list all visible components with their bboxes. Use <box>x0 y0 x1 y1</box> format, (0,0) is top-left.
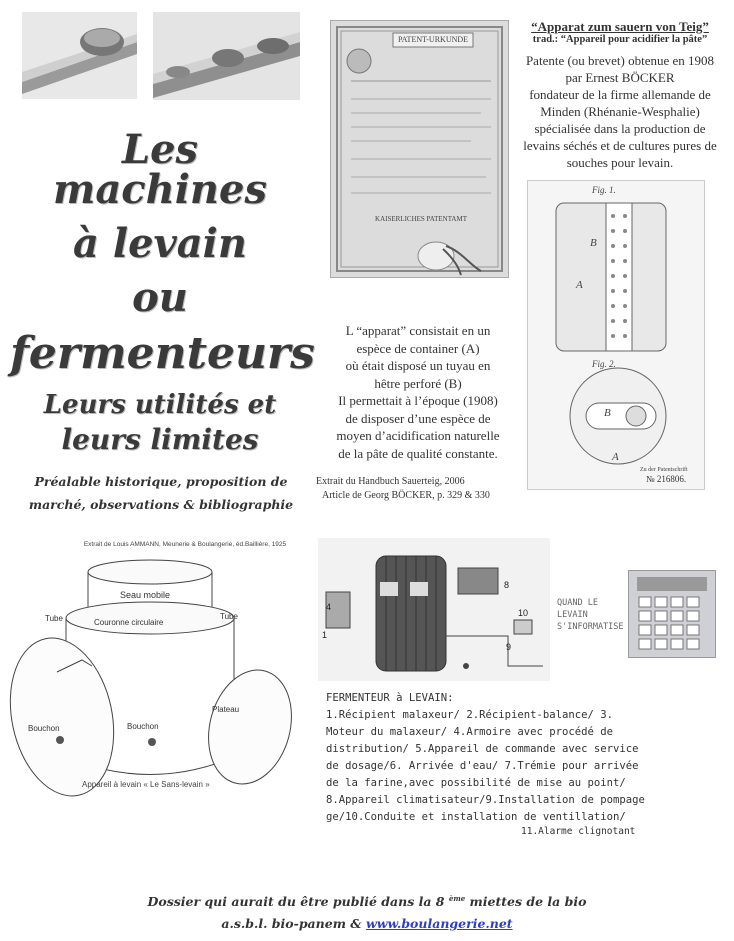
drawing-footer: Zu der Patentschrift <box>640 467 688 473</box>
certificate-footer: KAISERLICHES PATENTAMT <box>375 215 467 223</box>
shelf-photo-right <box>153 12 300 100</box>
legend-line-2: Moteur du malaxeur/ 4.Armoire avec procédé de <box>326 726 614 738</box>
patent-line-1: Patente (ou brevet) obtenue en 1908 <box>525 53 715 68</box>
title-line-3: ou <box>132 274 188 321</box>
footer-publication: miettes de la bio <box>469 894 587 910</box>
apparat-description <box>318 322 518 462</box>
fermenteur-photo <box>318 538 550 681</box>
drawing-label-b2: B <box>604 407 611 419</box>
apparat-line-8: de la pâte de qualité constante. <box>338 445 498 461</box>
label-tube-right: Tube <box>220 612 238 621</box>
footer-line-2 <box>0 913 734 935</box>
side-note-line-1: QUAND LE <box>557 598 598 608</box>
side-note-line-3: S'INFORMATISE <box>557 622 624 632</box>
patent-drawing <box>527 180 705 490</box>
apparat-line-6: de disposer d’une espèce de <box>345 410 491 426</box>
legend-heading: FERMENTEUR à LEVAIN: <box>326 692 454 704</box>
legend-line-5: de la farine,avec possibilité de mise au point/ <box>326 777 626 789</box>
label-couronne: Couronne circulaire <box>94 618 164 627</box>
drawing-label-a: A <box>576 279 583 291</box>
ammann-footer: Appareil à levain « Le Sans-levain » <box>82 780 210 789</box>
footer-text: Dossier qui aurait du être publié dans la 8 <box>147 894 445 910</box>
legend-line-3: distribution/ 5.Appareil de commande avec service <box>326 743 639 755</box>
callout-10: 10 <box>518 608 529 618</box>
tagline-line-1: Préalable historique, proposition de <box>34 474 288 489</box>
shelf-illustration-right <box>153 12 300 100</box>
side-note <box>557 597 624 633</box>
patent-line-7: souches pour levain. <box>566 155 674 170</box>
patent-line-5: spécialisée dans la production de <box>534 121 706 136</box>
footer-line-1 <box>0 888 734 913</box>
fermenteur-illustration <box>318 538 550 681</box>
patent-description <box>510 52 730 171</box>
shelf-photo-left <box>22 12 137 99</box>
patent-line-3: fondateur de la firme allemande de <box>529 87 711 102</box>
fermenteur-legend <box>326 690 646 838</box>
callout-8: 8 <box>504 580 510 590</box>
apparat-line-1: L “apparat” consistait en un <box>345 323 491 338</box>
certificate-header: PATENT-URKUNDE <box>397 35 469 44</box>
certificate-illustration <box>331 21 508 277</box>
fig2-label: Fig. 2. <box>592 359 616 369</box>
ammann-caption: Extrait de Louis AMMANN, Meunerie & Boulangerie, éd.Baillière, 1925 <box>83 541 287 548</box>
label-seau-mobile: Seau mobile <box>120 590 171 600</box>
subtitle <box>10 392 310 454</box>
callout-1: 1 <box>322 630 328 640</box>
legend-line-7: ge/10.Conduite et installation de ventillation/ <box>326 811 626 823</box>
label-bouchon-left: Bouchon <box>28 724 60 733</box>
apparat-line-2: espèce de container (A) <box>356 340 480 356</box>
title-line-1: Les machines <box>53 126 267 213</box>
patent-line-6: levains séchés et de cultures pures de <box>523 138 717 153</box>
patent-number: № 216806. <box>646 474 687 484</box>
tagline-line-2: marché, observations & bibliographie <box>28 497 294 512</box>
drawing-label-a2: A <box>612 451 619 463</box>
apparat-line-4: hêtre perforé (B) <box>374 375 462 391</box>
ammann-drawing <box>2 552 307 800</box>
title-line-4: fermenteurs <box>10 328 315 379</box>
fig1-label: Fig. 1. <box>592 185 616 195</box>
label-plateau: Plateau <box>212 705 240 714</box>
website-link[interactable]: www.boulangerie.net <box>365 916 513 932</box>
control-panel-photo <box>628 570 716 658</box>
subtitle-line-1: Leurs utilités et <box>43 390 277 420</box>
apparat-source <box>316 475 526 503</box>
patent-drawing-svg <box>528 181 704 489</box>
patent-certificate <box>330 20 509 278</box>
side-note-line-2: LEVAIN <box>557 610 588 620</box>
main-title <box>10 126 315 379</box>
drawing-label-b: B <box>590 237 597 249</box>
patent-line-4: Minden (Rhénanie-Wesphalie) <box>540 104 700 119</box>
tagline <box>14 470 308 516</box>
source-line-2: Article de Georg BÖCKER, p. 329 & 330 <box>322 490 490 501</box>
patent-line-2: par Ernest BÖCKER <box>565 70 675 85</box>
legend-line-4: de dosage/6. Arrivée d'eau/ 7.Trémie pour arrivée <box>326 760 639 772</box>
label-tube-left: Tube <box>45 614 63 623</box>
apparat-line-7: moyen d’acidification naturelle <box>336 428 500 443</box>
callout-4: 4 <box>326 602 332 612</box>
source-line-1: Extrait du Handbuch Sauerteig, 2006 <box>316 476 465 487</box>
apparat-line-3: où était disposé un tuyau en <box>345 358 491 373</box>
shelf-illustration-left <box>22 12 137 99</box>
legend-line-8: 11.Alarme clignotant <box>521 826 636 837</box>
legend-line-1: 1.Récipient malaxeur/ 2.Récipient-balance/ 3. <box>326 709 614 721</box>
control-panel-svg <box>629 571 715 657</box>
patent-translation: trad.: “Appareil pour acidifier la pâte” <box>532 34 708 45</box>
footer-org: a.s.b.l. bio-panem & <box>221 916 362 932</box>
subtitle-line-2: leurs limites <box>61 423 259 456</box>
footer-sup: ème <box>448 894 466 903</box>
legend-line-6: 8.Appareil climatisateur/9.Installation de pompage <box>326 794 645 806</box>
label-bouchon-center: Bouchon <box>127 722 159 731</box>
footer <box>0 888 734 935</box>
callout-9: 9 <box>506 642 512 652</box>
apparat-line-5: Il permettait à l’époque (1908) <box>338 393 498 408</box>
patent-heading: “Apparat zum sauern von Teig” <box>531 19 709 34</box>
title-line-2: à levain <box>73 220 247 267</box>
